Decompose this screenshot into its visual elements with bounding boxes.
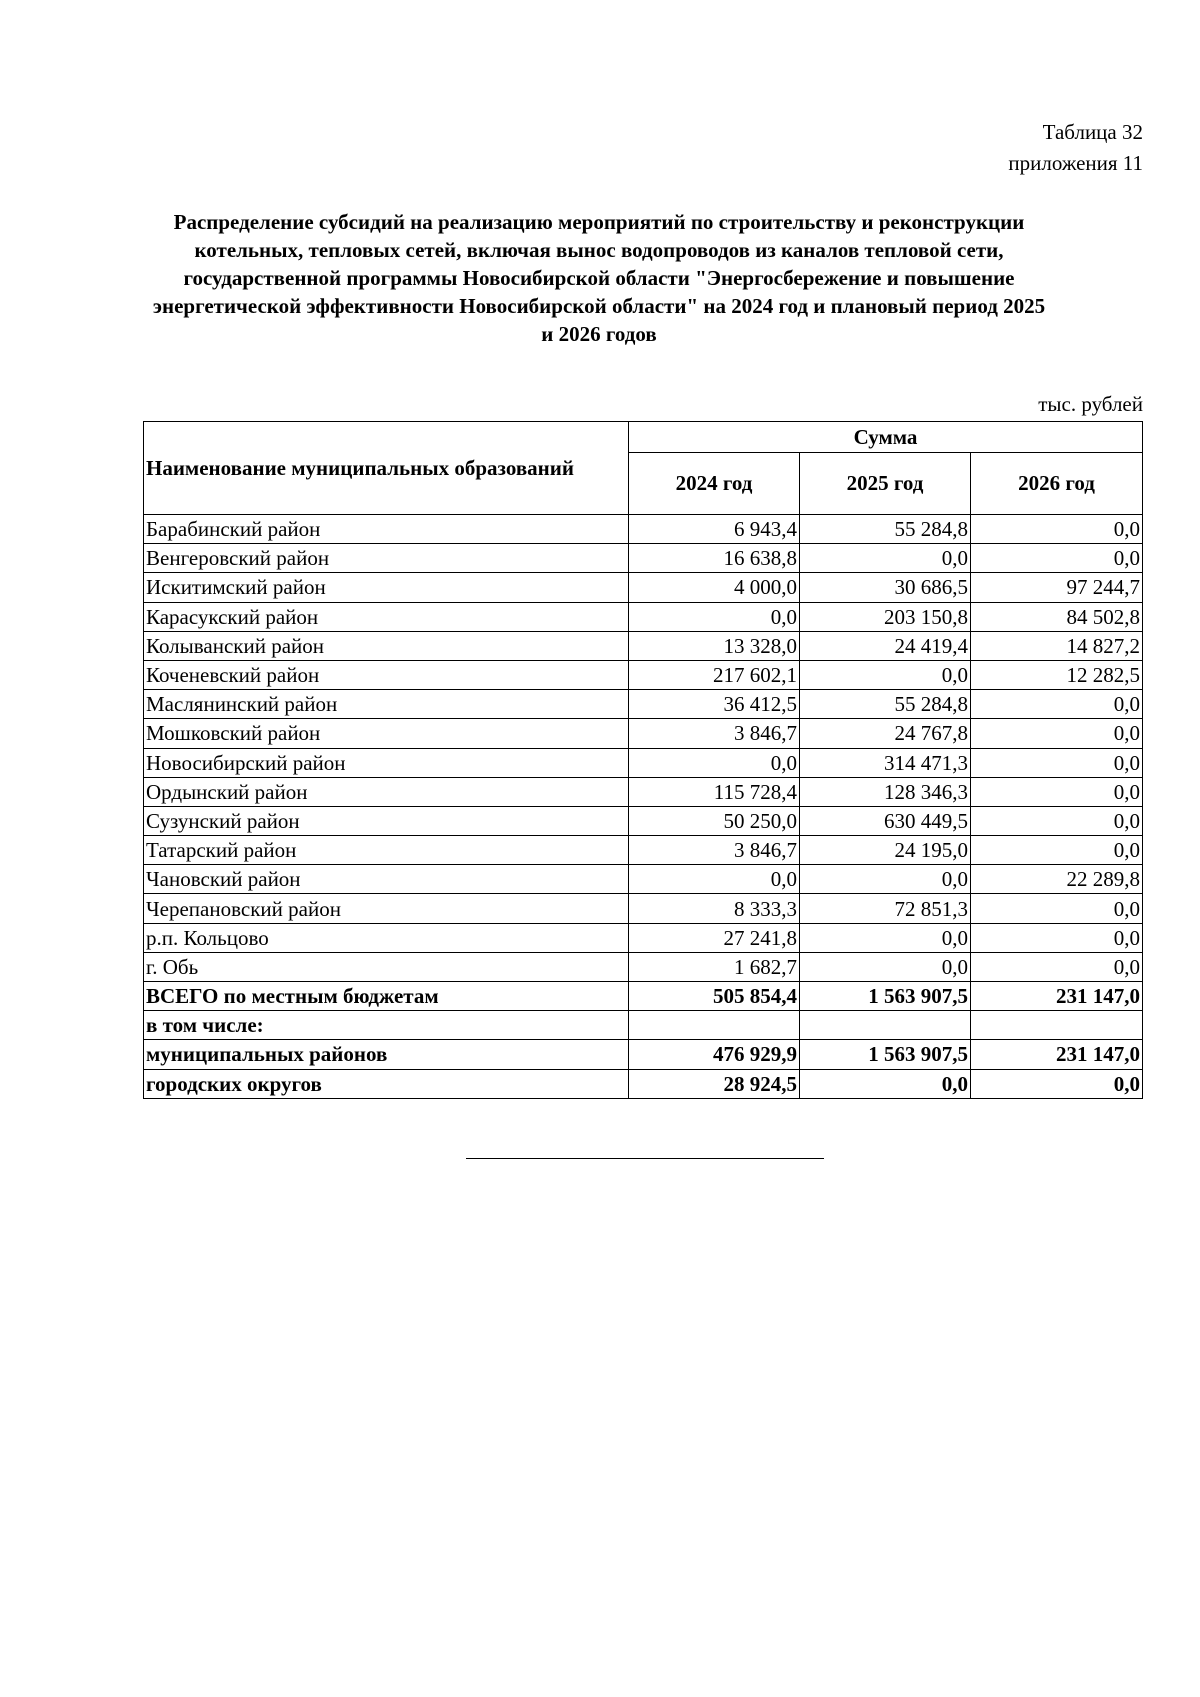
amount-cell: 6 943,4 (629, 515, 800, 544)
title-line: Распределение субсидий на реализацию мероприятий по строительству и реконструкции (173, 210, 1025, 234)
table-row (144, 748, 1143, 777)
amount-cell: 128 346,3 (800, 777, 971, 806)
amount-cell: 217 602,1 (629, 660, 800, 689)
amount-cell: 0,0 (971, 1069, 1143, 1098)
amount-cell: 630 449,5 (800, 806, 971, 835)
document-title (138, 208, 1060, 348)
municipality-name-cell: ВСЕГО по местным бюджетам (144, 982, 629, 1011)
municipality-name-cell: Сузунский район (144, 806, 629, 835)
amount-cell: 1 563 907,5 (800, 982, 971, 1011)
year-column-header: 2024 год (629, 453, 800, 515)
amount-cell: 0,0 (971, 806, 1143, 835)
units-label: тыс. рублей (1038, 392, 1143, 416)
table-row (144, 602, 1143, 631)
table-row (144, 690, 1143, 719)
municipality-name-cell: Татарский район (144, 836, 629, 865)
amount-cell: 0,0 (800, 923, 971, 952)
amount-cell: 0,0 (800, 544, 971, 573)
amount-cell: 16 638,8 (629, 544, 800, 573)
amount-cell: 55 284,8 (800, 515, 971, 544)
municipality-name-cell: Колыванский район (144, 631, 629, 660)
table-row (144, 573, 1143, 602)
amount-cell: 28 924,5 (629, 1069, 800, 1098)
amount-cell: 0,0 (629, 865, 800, 894)
municipality-name-cell: Мошковский район (144, 719, 629, 748)
amount-cell: 72 851,3 (800, 894, 971, 923)
municipality-name-cell: городских округов (144, 1069, 629, 1098)
amount-cell: 0,0 (800, 952, 971, 981)
title-line: государственной программы Новосибирской области "Энергосбережение и повышение (183, 266, 1015, 290)
amount-cell: 3 846,7 (629, 836, 800, 865)
municipality-name-cell: Барабинский район (144, 515, 629, 544)
table-row (144, 515, 1143, 544)
amount-cell: 22 289,8 (971, 865, 1143, 894)
amount-cell: 50 250,0 (629, 806, 800, 835)
table-row (144, 923, 1143, 952)
amount-cell: 0,0 (800, 660, 971, 689)
municipality-name-cell: Ордынский район (144, 777, 629, 806)
municipality-name-cell: р.п. Кольцово (144, 923, 629, 952)
end-divider (466, 1158, 824, 1159)
municipality-name-cell: Маслянинский район (144, 690, 629, 719)
amount-cell: 24 195,0 (800, 836, 971, 865)
table-row (144, 806, 1143, 835)
table-number: Таблица 32 (1042, 120, 1143, 144)
amount-cell: 314 471,3 (800, 748, 971, 777)
table-row (144, 865, 1143, 894)
table-row (144, 894, 1143, 923)
amount-cell: 505 854,4 (629, 982, 800, 1011)
amount-cell: 231 147,0 (971, 982, 1143, 1011)
table-row (144, 982, 1143, 1011)
sum-column-header: Сумма (629, 422, 1143, 453)
municipality-name-cell: Новосибирский район (144, 748, 629, 777)
title-line: энергетической эффективности Новосибирской области" на 2024 год и плановый период 2025 (152, 294, 1046, 318)
municipality-name-cell: Чановский район (144, 865, 629, 894)
amount-cell: 0,0 (800, 865, 971, 894)
amount-cell: 0,0 (971, 836, 1143, 865)
municipality-name-cell: Карасукский район (144, 602, 629, 631)
amount-cell: 24 419,4 (800, 631, 971, 660)
table-row (144, 660, 1143, 689)
amount-cell (971, 1011, 1143, 1040)
amount-cell: 0,0 (971, 515, 1143, 544)
amount-cell: 14 827,2 (971, 631, 1143, 660)
table-row (144, 1040, 1143, 1069)
amount-cell: 1 563 907,5 (800, 1040, 971, 1069)
amount-cell: 4 000,0 (629, 573, 800, 602)
amount-cell: 0,0 (629, 602, 800, 631)
amount-cell: 231 147,0 (971, 1040, 1143, 1069)
amount-cell: 203 150,8 (800, 602, 971, 631)
municipality-name-cell: Искитимский район (144, 573, 629, 602)
amount-cell: 0,0 (971, 690, 1143, 719)
amount-cell: 55 284,8 (800, 690, 971, 719)
amount-cell: 0,0 (971, 748, 1143, 777)
table-row (144, 777, 1143, 806)
table-row (144, 1011, 1143, 1040)
amount-cell: 0,0 (971, 952, 1143, 981)
table-body (144, 515, 1143, 1099)
year-column-header: 2026 год (971, 453, 1143, 515)
amount-cell: 0,0 (971, 777, 1143, 806)
table-reference (1008, 117, 1143, 179)
amount-cell (629, 1011, 800, 1040)
amount-cell: 13 328,0 (629, 631, 800, 660)
municipality-name-cell: в том числе: (144, 1011, 629, 1040)
table-row (144, 719, 1143, 748)
name-column-header: Наименование муниципальных образований (144, 422, 629, 515)
amount-cell: 27 241,8 (629, 923, 800, 952)
table-row (144, 631, 1143, 660)
municipality-name-cell: муниципальных районов (144, 1040, 629, 1069)
amount-cell: 24 767,8 (800, 719, 971, 748)
table-row (144, 952, 1143, 981)
title-line: котельных, тепловых сетей, включая вынос водопроводов из каналов тепловой сети, (194, 238, 1004, 262)
amount-cell: 97 244,7 (971, 573, 1143, 602)
amount-cell: 0,0 (971, 894, 1143, 923)
appendix-reference: приложения 11 (1008, 151, 1143, 175)
amount-cell: 12 282,5 (971, 660, 1143, 689)
municipality-name-cell: г. Обь (144, 952, 629, 981)
table-row (144, 836, 1143, 865)
municipality-name-cell: Коченевский район (144, 660, 629, 689)
year-column-header: 2025 год (800, 453, 971, 515)
municipality-name-cell: Венгеровский район (144, 544, 629, 573)
amount-cell: 3 846,7 (629, 719, 800, 748)
amount-cell: 476 929,9 (629, 1040, 800, 1069)
amount-cell: 0,0 (971, 719, 1143, 748)
subsidy-table (143, 421, 1143, 1099)
amount-cell (800, 1011, 971, 1040)
amount-cell: 0,0 (800, 1069, 971, 1098)
amount-cell: 8 333,3 (629, 894, 800, 923)
amount-cell: 115 728,4 (629, 777, 800, 806)
amount-cell: 0,0 (971, 923, 1143, 952)
amount-cell: 0,0 (971, 544, 1143, 573)
amount-cell: 30 686,5 (800, 573, 971, 602)
amount-cell: 84 502,8 (971, 602, 1143, 631)
amount-cell: 0,0 (629, 748, 800, 777)
title-line: и 2026 годов (541, 322, 657, 346)
amount-cell: 1 682,7 (629, 952, 800, 981)
table-row (144, 544, 1143, 573)
municipality-name-cell: Черепановский район (144, 894, 629, 923)
amount-cell: 36 412,5 (629, 690, 800, 719)
table-row (144, 1069, 1143, 1098)
